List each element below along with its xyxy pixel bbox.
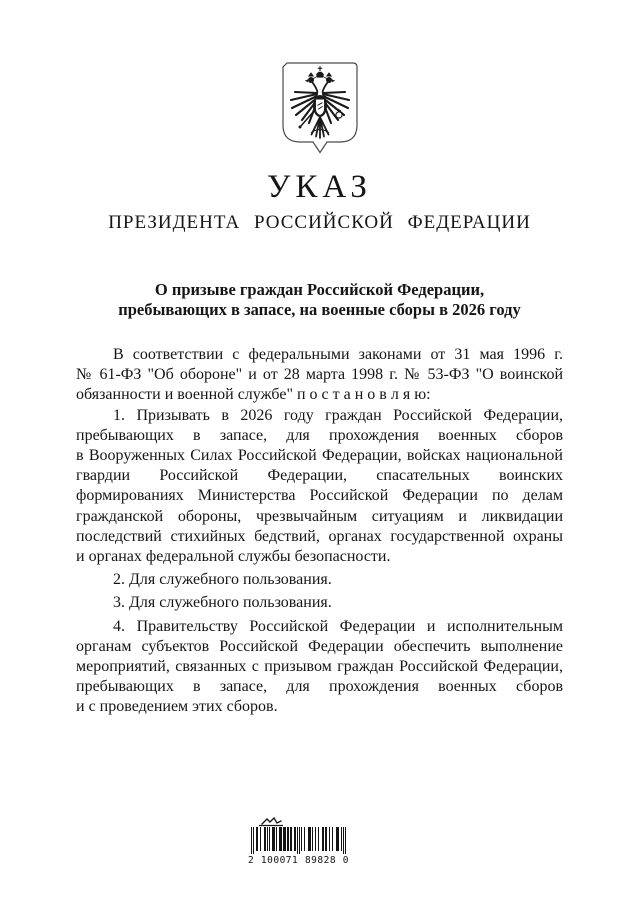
text-line: и с проведением этих сборов.: [76, 698, 278, 716]
barcode: [248, 817, 361, 866]
text-line: формированиях Министерства Российской Федерации по делам: [76, 487, 563, 505]
paragraph: [76, 345, 563, 406]
barcode-digit-group: 100071: [260, 855, 299, 866]
paragraph: [76, 593, 563, 613]
barcode-digits: [248, 855, 349, 866]
text-line: 2. Для служебного пользования.: [113, 571, 332, 589]
text-line: обязанности и военной службе" п о с т а н о в л я ю:: [76, 386, 431, 404]
text-line: 1. Призывать в 2026 году граждан Российской Федерации,: [113, 406, 563, 424]
text-line: 3. Для служебного пользования.: [113, 594, 332, 612]
barcode-digit-group: 89828: [304, 855, 337, 866]
text-line: пребывающих в запасе, для прохождения военных сборов: [76, 678, 563, 696]
text-line: В соответствии с федеральными законами от 31 мая 1996 г.: [113, 346, 563, 363]
decree-title-line1: О призыве граждан Российской Федерации,: [154, 280, 485, 299]
text-line: в Вооруженных Силах Российской Федерации, войсках национальной: [76, 447, 563, 465]
decree-issuer: ПРЕЗИДЕНТА РОССИЙСКОЙ ФЕДЕРАЦИИ: [108, 212, 531, 233]
barcode-bars: [251, 827, 346, 854]
paragraph: [76, 406, 563, 568]
text-line: органам субъектов Российской Федерации обеспечить выполнение: [76, 637, 563, 655]
text-line: и органах федеральной службы безопасности.: [76, 548, 391, 566]
text-line: гвардии Российской Федерации, спасательных воинских: [76, 467, 563, 485]
decree-heading: УКАЗ: [267, 169, 372, 205]
document-body: [76, 345, 563, 718]
text-line: мероприятий, связанных с призывом граждан Российской Федерации,: [76, 658, 563, 676]
paragraph: [76, 617, 563, 718]
text-line: последствий стихийных бедствий, органах государственной охраны: [76, 527, 563, 545]
text-line: № 61-ФЗ "Об обороне" и от 28 марта 1998 г. № 53-ФЗ "О воинской: [76, 366, 563, 384]
decree-title-line2: пребывающих в запасе, на военные сборы в 2026 году: [118, 300, 521, 319]
text-line: пребывающих в запасе, для прохождения военных сборов: [76, 426, 563, 444]
barcode-digit-group: 2: [248, 855, 255, 866]
russian-coat-of-arms-icon: [282, 62, 358, 154]
letterhead: [0, 0, 639, 235]
stamp-mark-icon: [258, 817, 286, 827]
decree-title: [0, 280, 639, 320]
paragraph: [76, 570, 563, 590]
barcode-digit-group: 0: [342, 855, 349, 866]
text-line: гражданской обороны, чрезвычайным ситуациям и ликвидации: [76, 507, 563, 525]
text-line: 4. Правительству Российской Федерации и исполнительным: [113, 617, 563, 635]
